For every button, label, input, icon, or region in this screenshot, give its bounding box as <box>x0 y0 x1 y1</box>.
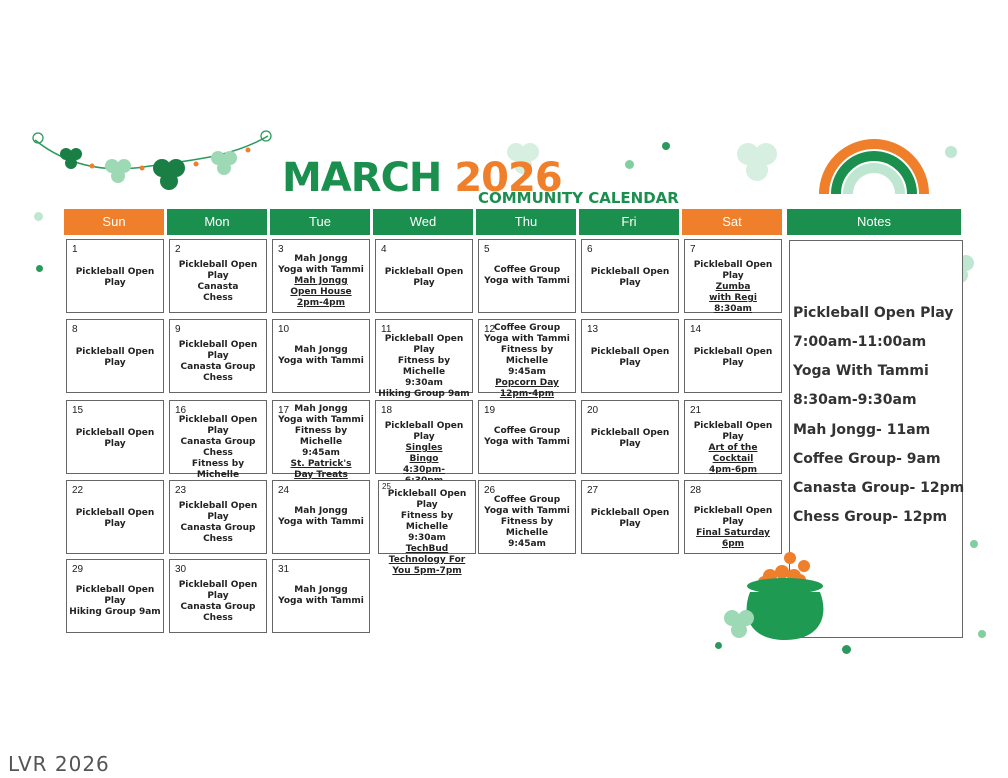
event-text: Yoga with Tammi <box>484 437 570 447</box>
event-text: Pickleball Open Play <box>693 506 773 527</box>
event-link[interactable]: Singles Bingo 4:30pm- <box>403 443 445 475</box>
event-text: Hiking Group 9am <box>69 607 161 617</box>
confetti-dot <box>978 630 986 638</box>
event-text: Chess <box>203 534 233 544</box>
event-text: Canasta Group <box>180 602 256 612</box>
event-text: Pickleball Open Play <box>590 428 670 449</box>
day-number: 22 <box>72 485 84 496</box>
event-text: Pickleball Open Play <box>75 267 155 288</box>
page-subtitle: COMMUNITY CALENDAR <box>478 189 679 207</box>
event-link[interactable]: Popcorn Day 12pm-4pm <box>495 378 559 399</box>
event-text: Coffee Group <box>493 426 561 436</box>
event-text: Hiking Group 9am <box>378 389 470 399</box>
event-text: Canasta Group <box>180 437 256 447</box>
event-text: Pickleball Open Play <box>178 415 258 436</box>
day-number: 9 <box>175 324 181 335</box>
confetti-dot <box>36 265 43 272</box>
day-events <box>273 404 369 492</box>
event-text: Mah Jongg <box>294 404 348 414</box>
day-cell <box>684 239 782 313</box>
event-text: Pickleball Open Play <box>178 501 258 522</box>
event-text: Yoga with Tammi <box>278 596 364 606</box>
day-events <box>67 585 163 618</box>
day-events <box>273 345 369 367</box>
day-cell <box>478 239 576 313</box>
header-thu: Thu <box>476 209 576 235</box>
event-text: Pickleball Open Play <box>387 489 467 510</box>
event-text: Pickleball Open Play <box>384 267 464 288</box>
header-sun: Sun <box>64 209 164 235</box>
event-text: Yoga with Tammi <box>278 265 364 275</box>
header-mon: Mon <box>167 209 267 235</box>
day-cell <box>478 319 576 399</box>
event-text: Mah Jongg <box>294 585 348 595</box>
day-cell <box>272 319 370 393</box>
day-number: 28 <box>690 485 702 496</box>
event-text: Chess <box>203 613 233 623</box>
day-number: 30 <box>175 564 187 575</box>
event-text: Chess <box>203 373 233 383</box>
day-number: 2 <box>175 244 181 255</box>
day-number: 12 <box>484 324 496 335</box>
event-text: Yoga with Tammi <box>484 334 570 344</box>
event-text: Mah Jongg <box>294 254 348 264</box>
shamrock-icon <box>728 134 788 189</box>
event-text: Fitness by Michelle 9:45am <box>294 426 348 458</box>
day-events <box>273 254 369 309</box>
day-events <box>685 260 781 315</box>
header-notes: Notes <box>787 209 961 235</box>
rainbow-icon <box>818 134 930 196</box>
day-cell <box>169 480 267 554</box>
day-number: 1 <box>72 244 78 255</box>
day-number: 10 <box>278 324 290 335</box>
event-text: Yoga with Tammi <box>278 415 364 425</box>
day-number: 14 <box>690 324 702 335</box>
day-events <box>67 347 163 369</box>
event-link[interactable]: TechBud Technology For You 5pm-7pm <box>388 544 466 576</box>
event-text: Pickleball Open Play <box>693 347 773 368</box>
header-sat: Sat <box>682 209 782 235</box>
header-tue: Tue <box>270 209 370 235</box>
day-cell <box>581 239 679 313</box>
day-events <box>273 585 369 607</box>
event-text: Pickleball Open Play <box>693 421 773 442</box>
event-text: Coffee Group <box>493 265 561 275</box>
day-events <box>582 508 678 530</box>
day-events <box>67 508 163 530</box>
day-events <box>170 260 266 304</box>
day-number: 29 <box>72 564 84 575</box>
day-cell <box>581 480 679 554</box>
event-text: Canasta <box>197 282 239 292</box>
day-cell <box>581 400 679 474</box>
day-events <box>273 506 369 528</box>
event-text: Pickleball Open Play <box>178 260 258 281</box>
day-number: 15 <box>72 405 84 416</box>
event-text: Pickleball Open Play <box>590 508 670 529</box>
day-number: 20 <box>587 405 599 416</box>
event-link[interactable]: Art of the Cocktail 4pm-6pm <box>708 443 758 475</box>
day-number: 17 <box>278 405 290 416</box>
event-link[interactable]: Mah Jongg Open House 2pm-4pm <box>290 276 352 308</box>
day-number: 24 <box>278 485 290 496</box>
confetti-dot <box>662 142 670 150</box>
day-events <box>67 267 163 289</box>
event-text: Pickleball Open Play <box>75 428 155 449</box>
day-cell <box>378 480 476 576</box>
event-text: Yoga with Tammi <box>278 517 364 527</box>
event-text: Yoga with Tammi <box>278 356 364 366</box>
day-events <box>376 421 472 487</box>
pot-of-gold-icon <box>722 548 832 648</box>
event-text: Canasta Group <box>180 523 256 533</box>
day-number: 4 <box>381 244 387 255</box>
day-events <box>582 347 678 369</box>
day-cell <box>375 319 473 399</box>
day-events <box>67 428 163 450</box>
day-cell <box>478 480 576 554</box>
day-number: 18 <box>381 405 393 416</box>
day-number: 25 <box>382 482 391 491</box>
day-cell <box>272 239 370 313</box>
event-text: Coffee Group <box>493 323 561 333</box>
event-text: Yoga with Tammi <box>484 506 570 516</box>
notes-line: Mah Jongg- 11am <box>793 422 931 438</box>
event-text: Mah Jongg <box>294 345 348 355</box>
event-text: Pickleball Open Play <box>384 334 464 355</box>
day-events <box>379 489 475 577</box>
event-text: Pickleball Open Play <box>590 267 670 288</box>
day-number: 23 <box>175 485 187 496</box>
event-text: Pickleball Open Play <box>178 340 258 361</box>
event-text: Yoga with Tammi <box>484 276 570 286</box>
header-fri: Fri <box>579 209 679 235</box>
day-number: 11 <box>381 324 392 335</box>
day-number: 19 <box>484 405 496 416</box>
day-cell <box>66 239 164 313</box>
notes-line: Coffee Group- 9am <box>793 451 941 467</box>
confetti-dot <box>842 645 851 654</box>
day-events <box>170 580 266 624</box>
event-text: Pickleball Open Play <box>590 347 670 368</box>
day-cell <box>169 319 267 393</box>
day-number: 16 <box>175 405 187 416</box>
day-cell <box>684 480 782 554</box>
day-cell <box>66 400 164 474</box>
title-year: 2026 <box>454 155 562 201</box>
event-text: Pickleball Open Play <box>75 508 155 529</box>
day-number: 6 <box>587 244 593 255</box>
day-events <box>685 506 781 550</box>
event-link[interactable]: St. Patrick's Day Treats <box>290 459 352 480</box>
event-text: Fitness by Michelle 9:30am <box>400 511 454 543</box>
event-text: Mah Jongg <box>294 506 348 516</box>
event-text: Chess <box>203 448 233 458</box>
day-events <box>582 428 678 450</box>
notes-line: 7:00am-11:00am <box>793 334 927 350</box>
day-events <box>479 495 575 550</box>
event-text: Pickleball Open Play <box>75 585 155 606</box>
day-number: 26 <box>484 485 496 496</box>
event-text: Canasta Group <box>180 362 256 372</box>
day-number: 13 <box>587 324 599 335</box>
event-text: Pickleball Open Play <box>75 347 155 368</box>
day-number: 21 <box>690 405 702 416</box>
title-month: MARCH <box>282 155 442 201</box>
day-number: 3 <box>278 244 284 255</box>
event-link[interactable]: Zumba with Regi 8:30am <box>709 282 757 314</box>
notes-line: 8:30am-9:30am <box>793 392 917 408</box>
confetti-dot <box>715 642 722 649</box>
day-cell <box>375 400 473 474</box>
event-text: Fitness by Michelle 9:30am <box>397 356 451 388</box>
day-cell <box>581 319 679 393</box>
day-cell <box>169 559 267 633</box>
day-events <box>685 347 781 369</box>
day-events <box>376 267 472 289</box>
day-number: 27 <box>587 485 599 496</box>
day-cell <box>169 239 267 313</box>
event-link[interactable]: Final Saturday 6pm <box>696 528 770 549</box>
event-text: Chess <box>203 293 233 303</box>
notes-line: Yoga With Tammi <box>793 363 929 379</box>
day-events <box>376 334 472 400</box>
day-number: 7 <box>690 244 696 255</box>
day-number: 5 <box>484 244 490 255</box>
event-text: Fitness by Michelle <box>191 459 245 480</box>
day-cell <box>684 400 782 474</box>
day-cell <box>272 559 370 633</box>
day-number: 31 <box>278 564 290 575</box>
day-events <box>479 323 575 400</box>
day-events <box>170 340 266 384</box>
day-cell <box>272 480 370 554</box>
day-cell <box>478 400 576 474</box>
day-cell <box>66 559 164 633</box>
event-text: Fitness by Michelle 9:45am <box>500 345 554 377</box>
event-text: Pickleball Open Play <box>178 580 258 601</box>
event-text: Pickleball Open Play <box>693 260 773 281</box>
confetti-dot <box>970 540 978 548</box>
day-events <box>685 421 781 476</box>
day-cell <box>272 400 370 480</box>
day-cell <box>66 319 164 393</box>
day-cell <box>169 400 267 480</box>
notes-line: Pickleball Open Play <box>793 305 954 321</box>
header-wed: Wed <box>373 209 473 235</box>
day-cell <box>66 480 164 554</box>
confetti-dot <box>34 212 43 221</box>
event-text: Fitness by Michelle 9:45am <box>500 517 554 549</box>
day-events <box>582 267 678 289</box>
watermark: LVR 2026 <box>8 752 110 776</box>
notes-line: Canasta Group- 12pm <box>793 480 965 496</box>
event-text: Coffee Group <box>493 495 561 505</box>
notes-line: Chess Group- 12pm <box>793 509 948 525</box>
day-number: 8 <box>72 324 78 335</box>
day-events <box>479 426 575 448</box>
day-events <box>479 265 575 287</box>
day-cell <box>684 319 782 393</box>
day-events <box>170 501 266 545</box>
event-text: Pickleball Open Play <box>384 421 464 442</box>
shamrock-garland-icon <box>30 128 275 198</box>
day-cell <box>375 239 473 313</box>
confetti-dot <box>625 160 634 169</box>
confetti-dot <box>945 146 957 158</box>
